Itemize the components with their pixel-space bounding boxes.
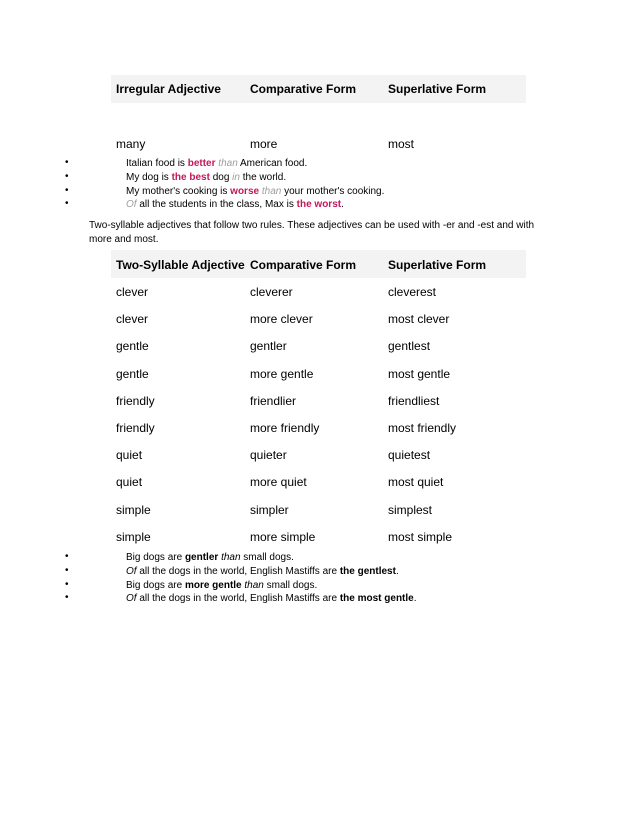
table2-cell: quietest	[388, 448, 431, 462]
bullet-icon: •	[65, 171, 69, 182]
list-item-text: My mother's cooking is	[126, 186, 231, 197]
table1-header-comparative: Comparative Form	[250, 82, 357, 96]
bullet-icon: •	[65, 565, 69, 576]
list-item-text: your mother's cooking.	[281, 186, 385, 197]
table2-cell: most simple	[388, 530, 453, 544]
table2-cell: most friendly	[388, 421, 457, 435]
table2-cell: gentle	[116, 367, 149, 381]
table2-cell: quiet	[116, 448, 143, 462]
list-item	[126, 158, 307, 169]
list-item	[126, 566, 399, 577]
list-item-text: Of	[126, 199, 137, 210]
list-item-text: dog	[209, 172, 233, 183]
table2-cell: cleverest	[388, 285, 437, 299]
table2-cell: friendly	[116, 421, 155, 435]
table2-cell: cleverer	[250, 285, 293, 299]
list-item	[126, 186, 384, 197]
table2-cell: gentler	[250, 339, 287, 353]
table1-cell: most	[388, 137, 415, 151]
bullet-icon: •	[65, 579, 69, 590]
list-item	[126, 172, 286, 183]
table2-header-superlative: Superlative Form	[388, 258, 487, 272]
list-item-text: than	[218, 158, 238, 169]
list-item-text: than	[221, 552, 241, 563]
list-item-text: Big dogs are	[126, 580, 185, 591]
list-item-text: American food.	[237, 158, 308, 169]
table2-cell: more clever	[250, 312, 313, 326]
bullet-icon: •	[65, 185, 69, 196]
list-item-text: than	[244, 580, 264, 591]
list-item-text: .	[413, 593, 417, 604]
table2-cell: more gentle	[250, 367, 314, 381]
list-item	[126, 593, 417, 604]
table2-cell: most quiet	[388, 475, 444, 489]
list-item-text: the most gentle	[339, 593, 414, 604]
list-item-text: better	[187, 158, 216, 169]
table2-cell: clever	[116, 285, 149, 299]
bullet-icon: •	[65, 198, 69, 209]
list-item-text: than	[261, 186, 282, 197]
table2-cell: more quiet	[250, 475, 307, 489]
list-item-text: all the dogs in the world, English Mastiffs are	[136, 566, 340, 577]
table2-cell: friendlier	[250, 394, 297, 408]
table1-header-superlative: Superlative Form	[388, 82, 487, 96]
list-item	[126, 552, 294, 563]
list-item-text: all the students in the class, Max is	[136, 199, 297, 210]
list-item-text: more gentle	[184, 580, 242, 591]
table2-cell: most clever	[388, 312, 450, 326]
list-item-text: My dog is	[126, 172, 172, 183]
table2-cell: gentle	[116, 339, 149, 353]
list-item-text: Of	[126, 566, 137, 577]
table1-cell: more	[250, 137, 278, 151]
bullet-icon: •	[65, 592, 69, 603]
list-item-text: the world.	[239, 172, 287, 183]
table2-cell: more simple	[250, 530, 316, 544]
table2-header-two-syllable: Two-Syllable Adjective	[116, 258, 245, 272]
list-item-text: small dogs.	[263, 580, 318, 591]
table2-cell: simplest	[388, 503, 433, 517]
list-item	[126, 199, 344, 210]
table2-cell: simple	[116, 503, 151, 517]
list-item-text: .	[395, 566, 399, 577]
list-item-text: gentler	[184, 552, 219, 563]
table2-cell: quieter	[250, 448, 287, 462]
table2-cell: quiet	[116, 475, 143, 489]
list-item-text: small dogs.	[240, 552, 294, 563]
paragraph-two-syllable: Two-syllable adjectives that follow two rules. These adjectives can be used with -er and -est and with more and most.	[89, 220, 535, 245]
bullet-icon: •	[65, 551, 69, 562]
bullet-icon: •	[65, 157, 69, 168]
table2-cell: simpler	[250, 503, 289, 517]
table1-cell: many	[116, 137, 146, 151]
table2-cell: simple	[116, 530, 151, 544]
list-item-text: the gentlest	[339, 566, 396, 577]
list-item	[126, 580, 317, 591]
table2-cell: friendly	[116, 394, 155, 408]
list-item-text: the worst	[296, 199, 342, 210]
table2-cell: most gentle	[388, 367, 451, 381]
list-item-text: the best	[171, 172, 210, 183]
list-item-text: Big dogs are	[126, 552, 185, 563]
list-item-text: Of	[126, 593, 137, 604]
table1-header-irregular: Irregular Adjective	[116, 82, 221, 96]
table2-header-comparative: Comparative Form	[250, 258, 357, 272]
list-item-text: .	[341, 199, 344, 210]
list-item-text: all the dogs in the world, English Mastiffs are	[136, 593, 340, 604]
table2-cell: clever	[116, 312, 149, 326]
list-item-text: worse	[230, 186, 260, 197]
list-item-text: in	[232, 172, 240, 183]
table2-cell: gentlest	[388, 339, 431, 353]
table2-cell: more friendly	[250, 421, 320, 435]
table2-cell: friendliest	[388, 394, 440, 408]
list-item-text: Italian food is	[126, 158, 188, 169]
